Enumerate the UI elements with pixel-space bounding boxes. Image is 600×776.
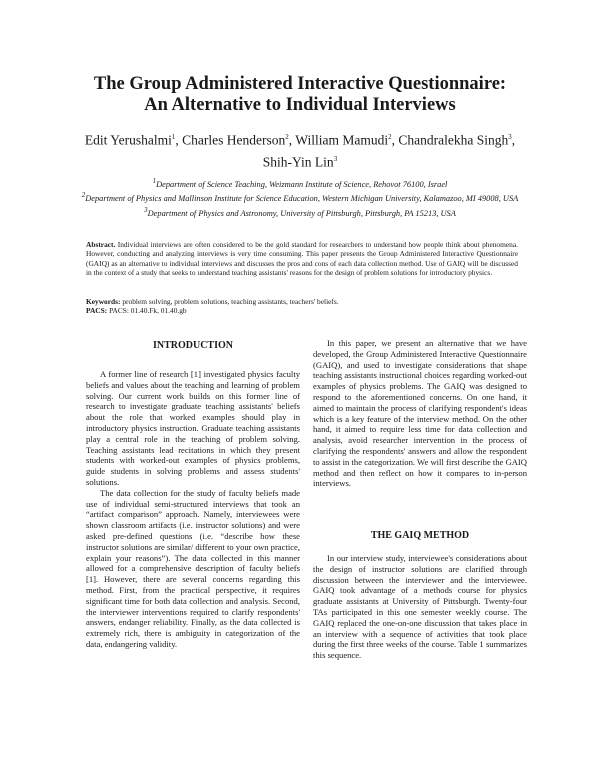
affiliation-mark: 2 — [285, 133, 289, 141]
author-name: Shih-Yin Lin — [262, 154, 334, 169]
affiliation-mark: 2 — [81, 191, 86, 200]
pacs-text: PACS: 01.40.Fk, 01.40.gb — [109, 306, 187, 316]
pacs-line — [86, 306, 518, 315]
title-line-1: The Group Administered Interactive Questionnaire: — [93, 74, 507, 94]
paper-title — [60, 74, 540, 116]
abstract-label: Abstract. — [86, 240, 116, 249]
affiliations — [60, 176, 540, 219]
keywords-label: Keywords: — [86, 297, 121, 306]
paragraph: A former line of research [1] investigated physics faculty beliefs and values about the teaching and learning of problem solving. Our current work builds on this former line of research to investigate graduate teaching assistants' beliefs about the role that worked examples should play in introductory physics instruction. Graduate teaching assistants play a central role in the teaching of problem solving. Teaching assistants lead recitations in which they present students with worked-out examples of physics problems, guide students in solving problems and assess students' solutions. — [86, 369, 300, 487]
author-name: Charles Henderson — [182, 132, 286, 148]
keywords-text: problem solving, problem solutions, teaching assistants, teachers' beliefs. — [122, 297, 339, 306]
author-name: Edit Yerushalmi — [84, 132, 172, 148]
affiliation — [60, 205, 540, 219]
paragraph: The data collection for the study of faculty beliefs made use of individual semi-structured interviews that took an “artifact comparison” approach. Namely, interviewees were shown classroom artifacts (i.e. instructor solutions) and were asked pre-defined questions (i.e. “describe how these instructor solutions are similar/ different to your own practice, explain your reasons”). The data collected in this manner allowed for a comprehensive description of faculty beliefs [1]. However, there are several concerns regarding this method. First, from the practical perspective, it requires significant time for both data collection and analysis. Second, the interviewer interventions required to clarify respondents' answers, endanger reliability. Finally, as the data collected is extremely rich, there is ambiguity in categorization of the data, endangering validity. — [86, 487, 300, 649]
affiliation-mark: 3 — [333, 154, 338, 163]
affiliation-mark: 3 — [508, 133, 512, 141]
author-name: Chandralekha Singh — [398, 132, 509, 148]
affiliation-mark: 3 — [144, 205, 148, 214]
paragraph: In this paper, we present an alternative that we have developed, the Group Administered Interactive Questionnaire (GAIQ), and used to investigate considerations that shape teaching assistants instructional choices regarding worked-out examples of physics problems. The GAIQ was designed to respond to the aforementioned concerns. On one hand, it aimed to maintain the process of clarifying respondent's ideas which is a key feature of the interview method. On the other hand, it aimed to require less time for data collection and analysis, avoid researcher intervention in the process of clarifying the respondents' answers and allow the respondent to assist in the categorization. We will first describe the GAIQ method and then reflect on how it compares to in-person interviews. — [313, 338, 527, 489]
left-column — [86, 369, 300, 650]
abstract-text: Individual interviews are often considered to be the gold standard for researchers to understand how people think about phenomena. However, conducting and analyzing interviews is very time consuming. This paper presents the Group Administered Interactive Questionnaire (GAIQ) as an alternative to individual interviews and discusses the pros and cons of each data collection method. Use of GAIQ will be discussed in the context of a study that seeks to understand teaching assistants' reasons for the design of problem solutions for introductory physics. — [86, 240, 518, 277]
affiliation-text: Department of Physics and Mallinson Institute for Science Education, Western Michigan University, Kalamazoo, MI 49008, USA — [85, 194, 519, 204]
affiliation-text: Department of Science Teaching, Weizmann Institute of Science, Rehovot 76100, Israel — [156, 179, 448, 189]
right-column — [313, 338, 527, 489]
keywords-line — [86, 297, 518, 306]
section-heading-introduction: INTRODUCTION — [152, 340, 233, 351]
affiliation — [60, 190, 540, 204]
affiliation-mark: 1 — [171, 133, 176, 141]
affiliation-mark: 1 — [152, 177, 157, 185]
affiliation-mark: 2 — [388, 133, 392, 141]
affiliation — [60, 176, 540, 190]
author-list: Edit Yerushalmi$^1$, Charles Henderson$^2$, William Mamudi$^2$, Chandralekha Singh$^3$, Shih-Yin Lin$^3$ — [84, 132, 516, 169]
author-name: William Mamudi — [295, 132, 389, 148]
paragraph: In our interview study, interviewee's considerations about the design of instructor solutions are clarified through discussion between the interviewer and the interviewee. GAIQ took advantage of a methods course for physics graduate assistants at University of Pittsburgh. Twenty-four TAs participated in this one semester weekly course. The GAIQ replaced the one-on-one discussion that takes place in an interview with a sequence of activities that took place during the first three weeks of the course. Table 1 summarizes this sequence. — [313, 553, 527, 661]
pacs-label: PACS: — [86, 306, 108, 316]
right-column-lower — [313, 553, 527, 661]
section-heading-gaiq-method: THE GAIQ METHOD — [370, 530, 470, 541]
affiliation-text: Department of Physics and Astronomy, University of Pittsburgh, Pittsburgh, PA 15213, USA — [147, 208, 456, 218]
keywords-block — [86, 297, 518, 316]
abstract — [86, 240, 518, 277]
title-line-2: An Alternative to Individual Interviews — [144, 95, 456, 115]
